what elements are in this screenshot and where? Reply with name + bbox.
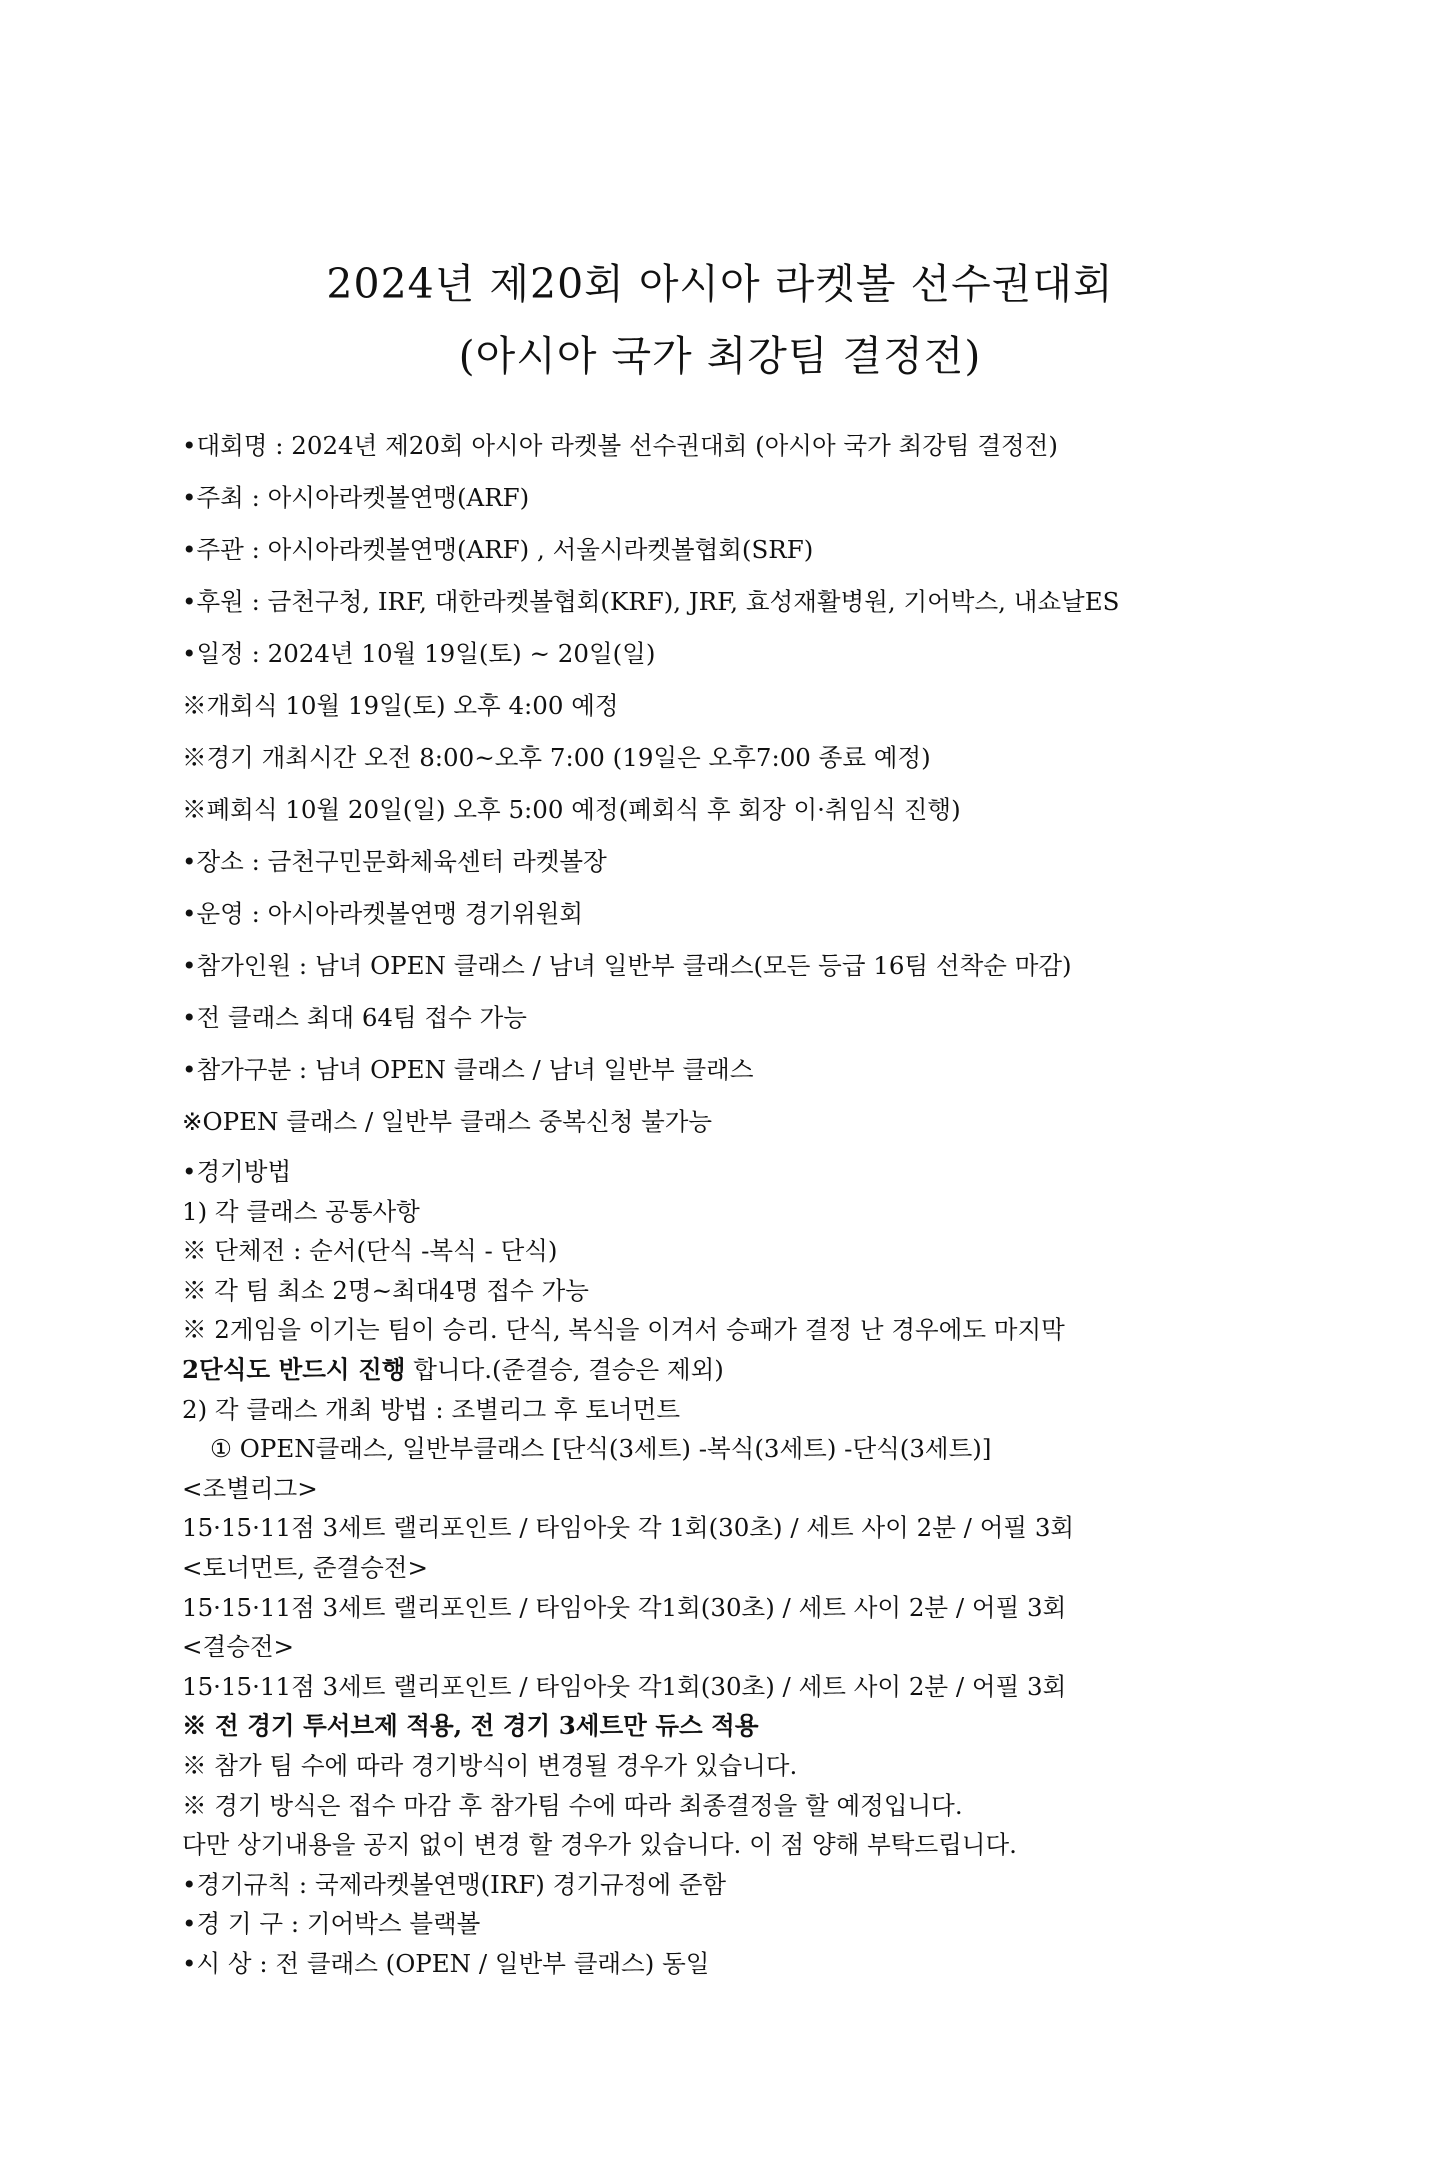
info-max-teams: •전 클래스 최대 64팀 접수 가능 bbox=[182, 1003, 527, 1032]
info-organizer: •주관 : 아시아라켓볼연맹(ARF) , 서울시라켓볼협회(SRF) bbox=[182, 535, 814, 564]
rules-tournament-label: <토너먼트, 준결승전> bbox=[182, 1552, 428, 1582]
rules-common-1: ※ 단체전 : 순서(단식 -복식 - 단식) bbox=[182, 1236, 558, 1266]
info-opening-ceremony: ※개회식 10월 19일(토) 오후 4:00 예정 bbox=[182, 691, 619, 720]
rules-common-heading: 1) 각 클래스 공통사항 bbox=[182, 1196, 420, 1226]
rules-group-rule: 15·15·11점 3세트 랠리포인트 / 타임아웃 각 1회(30초) / 세트 사이 2분 / 어필 3회 bbox=[182, 1513, 1075, 1543]
rules-method-1: ① OPEN클래스, 일반부클래스 [단식(3세트) -복식(3세트) -단식(3세트)] bbox=[210, 1434, 992, 1464]
info-participants: •참가인원 : 남녀 OPEN 클래스 / 남녀 일반부 클래스(모든 등급 16팀 선착순 마감) bbox=[182, 951, 1072, 980]
rules-common-4-rest: 합니다.(준결승, 결승은 제외) bbox=[405, 1354, 724, 1384]
rules-award: •시 상 : 전 클래스 (OPEN / 일반부 클래스) 동일 bbox=[182, 1948, 710, 1978]
info-no-duplicate: ※OPEN 클래스 / 일반부 클래스 중복신청 불가능 bbox=[182, 1107, 713, 1136]
title-line-2: (아시아 국가 최강팀 결정전) bbox=[458, 332, 982, 380]
info-match-hours: ※경기 개최시간 오전 8:00~오후 7:00 (19일은 오후7:00 종료 예정) bbox=[182, 743, 931, 772]
info-sponsors: •후원 : 금천구청, IRF, 대한라켓볼협회(KRF), JRF, 효성재활병원, 기어박스, 내쇼날ES bbox=[182, 587, 1120, 616]
rules-method-heading: 2) 각 클래스 개최 방법 : 조별리그 후 토너먼트 bbox=[182, 1394, 681, 1424]
info-divisions: •참가구분 : 남녀 OPEN 클래스 / 남녀 일반부 클래스 bbox=[182, 1055, 754, 1084]
info-event-name: •대회명 : 2024년 제20회 아시아 라켓볼 선수권대회 (아시아 국가 최강팀 결정전) bbox=[182, 431, 1058, 460]
rules-note-bold: ※ 전 경기 투서브제 적용, 전 경기 3세트만 듀스 적용 bbox=[182, 1711, 759, 1741]
rules-note-3: 다만 상기내용을 공지 없이 변경 할 경우가 있습니다. 이 점 양해 부탁드립니다. bbox=[182, 1830, 1017, 1860]
title-line-1: 2024년 제20회 아시아 라켓볼 선수권대회 bbox=[326, 260, 1114, 308]
info-schedule: •일정 : 2024년 10월 19일(토) ~ 20일(일) bbox=[182, 639, 656, 668]
rules-common-4-bold: 2단식도 반드시 진행 bbox=[182, 1354, 406, 1384]
rules-note-2: ※ 경기 방식은 접수 마감 후 참가팀 수에 따라 최종결정을 할 예정입니다. bbox=[182, 1790, 963, 1820]
event-info-list bbox=[182, 420, 1282, 1148]
rules-common-2: ※ 각 팀 최소 2명~최대4명 접수 가능 bbox=[182, 1275, 589, 1305]
rules-common-3: ※ 2게임을 이기는 팀이 승리. 단식, 복식을 이겨서 승패가 결정 난 경우에도 마지막 bbox=[182, 1315, 1065, 1345]
rules-heading: •경기방법 bbox=[182, 1157, 292, 1186]
info-venue: •장소 : 금천구민문화체육센터 라켓볼장 bbox=[182, 847, 607, 876]
info-operation: •운영 : 아시아라켓볼연맹 경기위원회 bbox=[182, 899, 584, 928]
info-host: •주최 : 아시아라켓볼연맹(ARF) bbox=[182, 483, 530, 512]
rules-rulebook: •경기규칙 : 국제라켓볼연맹(IRF) 경기규정에 준함 bbox=[182, 1869, 727, 1899]
rules-common-4 bbox=[182, 1350, 1282, 1390]
rules-final-rule: 15·15·11점 3세트 랠리포인트 / 타임아웃 각1회(30초) / 세트 사이 2분 / 어필 3회 bbox=[182, 1671, 1067, 1701]
rules-group-label: <조별리그> bbox=[182, 1473, 318, 1503]
rules-ball: •경 기 구 : 기어박스 블랙볼 bbox=[182, 1909, 481, 1939]
rules-tournament-rule: 15·15·11점 3세트 랠리포인트 / 타임아웃 각1회(30초) / 세트 사이 2분 / 어필 3회 bbox=[182, 1592, 1067, 1622]
document-title bbox=[0, 248, 1440, 392]
rules-final-label: <결승전> bbox=[182, 1632, 295, 1662]
rules-note-1: ※ 참가 팀 수에 따라 경기방식이 변경될 경우가 있습니다. bbox=[182, 1750, 798, 1780]
info-closing-ceremony: ※폐회식 10월 20일(일) 오후 5:00 예정(폐회식 후 회장 이·취임식 진행) bbox=[182, 795, 961, 824]
match-rules-section bbox=[182, 1152, 1282, 1983]
